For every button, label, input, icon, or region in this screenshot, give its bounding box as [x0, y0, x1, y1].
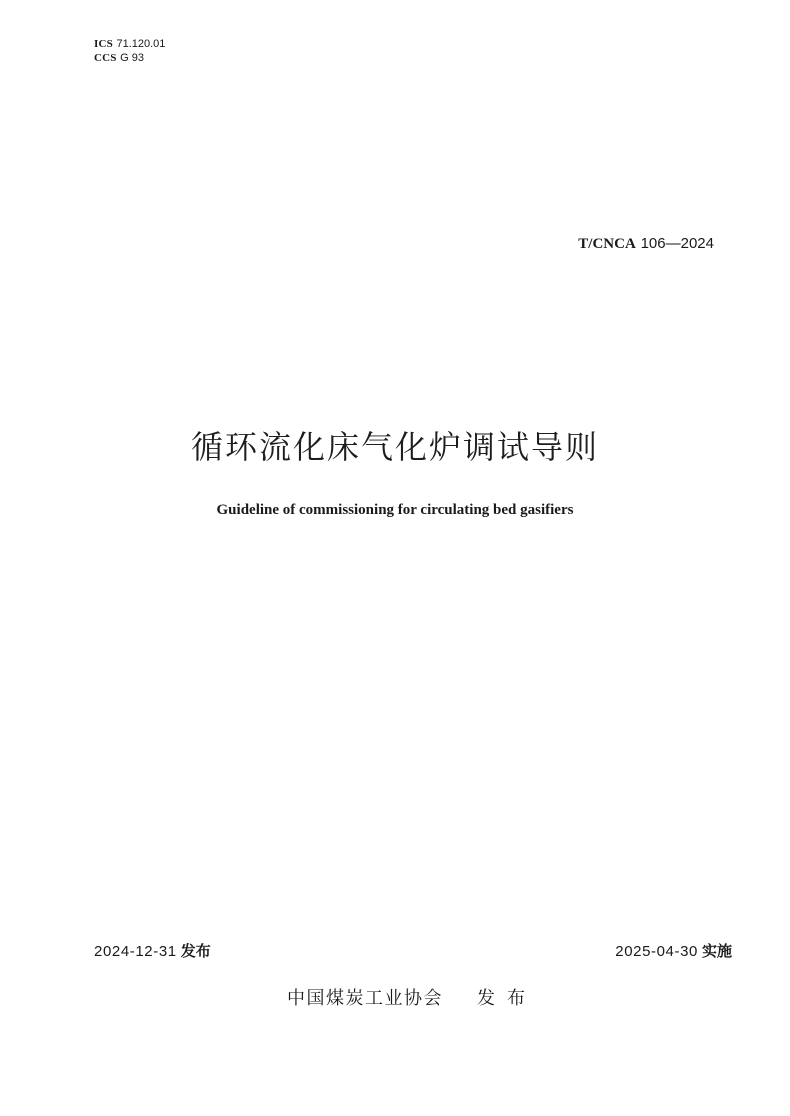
standard-number [578, 234, 714, 253]
publish-date [94, 942, 211, 961]
ccs-value: G 93 [120, 52, 144, 64]
ccs-label: CCS [94, 52, 117, 64]
publisher-name: 中国煤炭工业协会 [287, 988, 443, 1009]
publisher-line [287, 988, 537, 1010]
effective-date-word: 实施 [701, 942, 732, 960]
effective-date-value: 2025-04-30 [615, 943, 698, 960]
document-title-english: Guideline of commissioning for circulating bed gasifiers [216, 502, 574, 518]
publisher-verb: 发布 [477, 988, 537, 1009]
standard-code: 106—2024 [640, 235, 714, 252]
ccs-code-line [94, 51, 165, 65]
publish-date-value: 2024-12-31 [94, 943, 177, 960]
classification-codes [94, 37, 165, 65]
standard-prefix: T/CNCA [578, 236, 636, 252]
ics-code-line [94, 37, 165, 51]
ics-label: ICS [94, 38, 113, 50]
publish-date-word: 发布 [180, 942, 211, 960]
document-title-chinese: 循环流化床气化炉调试导则 [190, 428, 599, 466]
ics-value: 71.120.01 [116, 38, 166, 50]
effective-date [615, 942, 732, 961]
